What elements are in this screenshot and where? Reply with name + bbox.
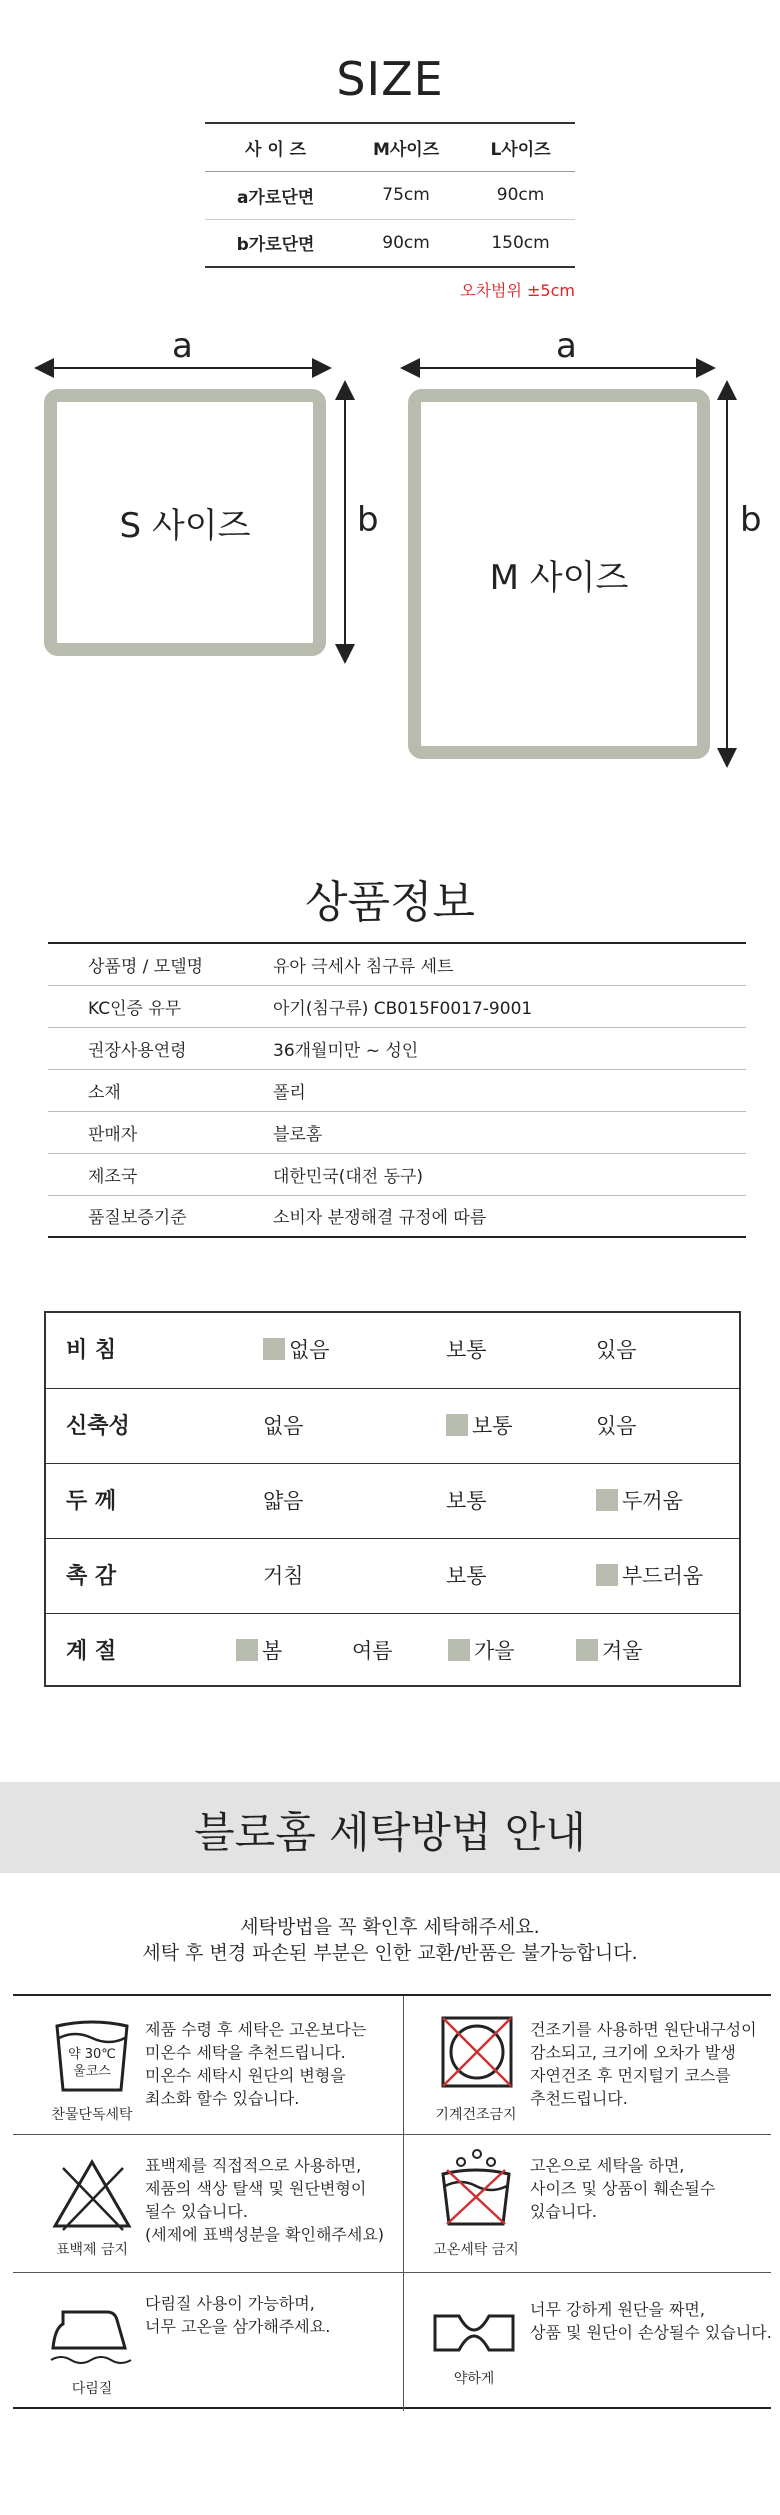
grid-divider bbox=[13, 2272, 771, 2273]
feature-option: 얇음 bbox=[263, 1489, 304, 1513]
feature-label: 두 께 bbox=[66, 1489, 117, 1514]
info-value: 소비자 분쟁해결 규정에 따름 bbox=[273, 1195, 746, 1237]
no-hot-wash-icon bbox=[431, 2148, 521, 2228]
wash-caption: 기계건조금지 bbox=[435, 2107, 517, 2123]
m-width-label: a bbox=[556, 326, 577, 366]
feature-option: 보통 bbox=[446, 1389, 513, 1464]
feature-option: 거침 bbox=[263, 1564, 304, 1588]
wash-description: 다림질 사용이 가능하며, 너무 고온을 삼가해주세요. bbox=[145, 2294, 331, 2336]
wash-subtitle-1: 세탁방법을 꼭 확인후 세탁해주세요. bbox=[240, 1916, 540, 1938]
info-value: 유아 극세사 침구류 세트 bbox=[273, 956, 454, 977]
feature-option: 보통 bbox=[446, 1564, 487, 1588]
wash-description: 건조기를 사용하면 원단내구성이 감소되고, 크기에 오차가 발생 자연건조 후 먼지털기 코스를 추천드립니다. bbox=[530, 2020, 757, 2108]
selected-marker-icon bbox=[263, 1338, 285, 1360]
info-key: 판매자 bbox=[48, 1111, 273, 1153]
info-key: 품질보증기준 bbox=[48, 1195, 273, 1237]
selected-marker-icon bbox=[448, 1639, 470, 1661]
info-value: 아기(침구류) CB015F0017-9001 bbox=[273, 985, 746, 1027]
product-info-title: 상품정보 bbox=[304, 877, 475, 928]
selected-marker-icon bbox=[576, 1639, 598, 1661]
feature-option: 봄 bbox=[236, 1614, 282, 1689]
wash-description: 표백제를 직접적으로 사용하면, 제품의 색상 탈색 및 원단변형이 될수 있습니다. (세제에 표백성분을 확인해주세요) bbox=[145, 2156, 385, 2244]
info-value: 폴리 bbox=[273, 1069, 746, 1111]
size-cell: 150cm bbox=[466, 219, 575, 267]
feature-option: 여름 bbox=[352, 1639, 393, 1663]
wash-course-text: 울코스 bbox=[73, 2064, 111, 2079]
gentle-wring-icon bbox=[429, 2292, 519, 2372]
size-row-label: a가로단면 bbox=[205, 171, 346, 219]
info-key: 제조국 bbox=[48, 1153, 273, 1195]
feature-option: 없음 bbox=[263, 1414, 304, 1438]
wash-guide-grid bbox=[13, 1994, 771, 2409]
selected-marker-icon bbox=[596, 1489, 618, 1511]
feature-option: 겨울 bbox=[576, 1614, 643, 1689]
feature-option: 보통 bbox=[446, 1489, 487, 1513]
wash-caption: 고온세탁 금지 bbox=[433, 2242, 519, 2258]
wash-description: 고온으로 세탁을 하면, 사이즈 및 상품이 훼손될수 있습니다. bbox=[530, 2156, 716, 2221]
feature-label: 촉 감 bbox=[66, 1564, 117, 1589]
wash-temp-text: 약 30℃ bbox=[68, 2047, 116, 2062]
size-header-m: M사이즈 bbox=[346, 123, 466, 171]
feature-option: 있음 bbox=[596, 1338, 637, 1362]
feature-option: 없음 bbox=[263, 1313, 330, 1388]
no-bleach-icon bbox=[47, 2154, 137, 2234]
size-header-size: 사 이 즈 bbox=[205, 123, 346, 171]
m-height-label: b bbox=[740, 500, 762, 540]
info-key: KC인증 유무 bbox=[48, 985, 273, 1027]
wash-description: 제품 수령 후 세탁은 고온보다는 미온수 세탁을 추천드립니다. 미온수 세탁시 원단의 변형을 최소화 할수 있습니다. bbox=[145, 2020, 367, 2108]
wash-subtitle-2: 세탁 후 변경 파손된 부분은 인한 교환/반품은 불가능합니다. bbox=[142, 1942, 638, 1964]
wash-caption: 다림질 bbox=[71, 2381, 113, 2397]
info-key: 상품명 / 모델명 bbox=[88, 956, 204, 977]
info-key: 권장사용연령 bbox=[48, 1027, 273, 1069]
grid-divider bbox=[403, 1996, 404, 2411]
feature-row bbox=[46, 1388, 739, 1463]
m-size-box bbox=[408, 389, 710, 759]
info-value: 36개월미만 ~ 성인 bbox=[273, 1027, 746, 1069]
iron-icon bbox=[45, 2292, 135, 2372]
s-width-label: a bbox=[172, 326, 193, 366]
s-size-box bbox=[44, 389, 326, 656]
size-cell: 75cm bbox=[346, 171, 466, 219]
s-height-label: b bbox=[357, 500, 379, 540]
feature-row bbox=[46, 1463, 739, 1538]
size-tolerance-note: 오차범위 ±5cm bbox=[460, 281, 575, 300]
info-key: 소재 bbox=[48, 1069, 273, 1111]
feature-row bbox=[46, 1538, 739, 1613]
feature-option: 두꺼움 bbox=[596, 1464, 683, 1539]
wash-caption: 찬물단독세탁 bbox=[51, 2107, 133, 2123]
size-title: SIZE bbox=[336, 52, 444, 106]
info-value: 대한민국(대전 동구) bbox=[273, 1153, 746, 1195]
feature-option: 가을 bbox=[448, 1614, 515, 1689]
feature-label: 신축성 bbox=[66, 1414, 130, 1439]
grid-divider bbox=[13, 2134, 771, 2135]
fabric-feature-grid bbox=[44, 1311, 741, 1687]
size-header-l: L사이즈 bbox=[466, 123, 575, 171]
feature-option: 보통 bbox=[446, 1338, 487, 1362]
wash-caption: 표백제 금지 bbox=[55, 2242, 129, 2258]
no-tumble-dry-icon bbox=[431, 2014, 521, 2094]
feature-row bbox=[46, 1613, 739, 1688]
feature-label: 비 침 bbox=[66, 1338, 117, 1363]
size-row-label: b가로단면 bbox=[205, 219, 346, 267]
info-value: 블로홈 bbox=[273, 1111, 746, 1153]
size-cell: 90cm bbox=[346, 219, 466, 267]
feature-row bbox=[46, 1313, 739, 1388]
feature-label: 계 절 bbox=[66, 1639, 117, 1664]
selected-marker-icon bbox=[446, 1414, 468, 1436]
size-table bbox=[205, 122, 575, 268]
m-size-label: M 사이즈 bbox=[489, 557, 629, 598]
selected-marker-icon bbox=[236, 1639, 258, 1661]
selected-marker-icon bbox=[596, 1564, 618, 1586]
wash-caption: 약하게 bbox=[453, 2371, 495, 2387]
product-info-table bbox=[48, 942, 746, 1238]
wash-title: 블로홈 세탁방법 안내 bbox=[194, 1808, 586, 1857]
wash-description: 너무 강하게 원단을 짜면, 상품 및 원단이 손상될수 있습니다. bbox=[530, 2300, 772, 2342]
s-size-label: S 사이즈 bbox=[119, 506, 251, 546]
feature-option: 있음 bbox=[596, 1414, 637, 1438]
size-cell: 90cm bbox=[466, 171, 575, 219]
feature-option: 부드러움 bbox=[596, 1539, 703, 1614]
